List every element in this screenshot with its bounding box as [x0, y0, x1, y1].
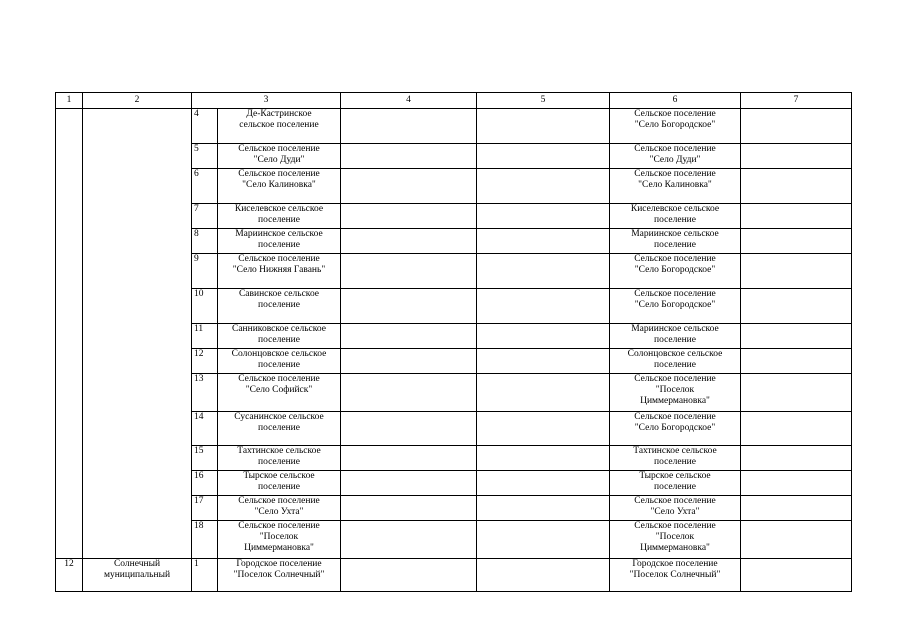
settlement-name-cell: Тахтинское сельское поселение	[218, 446, 341, 471]
group-number-cell	[56, 109, 83, 559]
col-5-cell	[477, 412, 610, 446]
municipal-table	[55, 92, 852, 592]
settlement-name-cell: Савинское сельское поселение	[218, 289, 341, 324]
col-7-cell	[741, 374, 852, 412]
col-7-cell	[741, 289, 852, 324]
settlement-name-cell: Сельское поселение "Село Дуди"	[218, 144, 341, 169]
col-6-cell: Сельское поселение "Поселок Циммермановка"	[610, 374, 741, 412]
col-5-cell	[477, 144, 610, 169]
settlement-number-cell: 5	[192, 144, 218, 169]
settlement-name-cell: Де-Кастринское сельское поселение	[218, 109, 341, 144]
settlement-name-cell: Сельское поселение "Поселок Циммермановка"	[218, 521, 341, 559]
group-name-cell	[83, 109, 192, 559]
settlement-name-cell: Городское поселение "Поселок Солнечный"	[218, 559, 341, 592]
settlement-name-cell: Киселевское сельское поселение	[218, 204, 341, 229]
settlement-number-cell: 13	[192, 374, 218, 412]
settlement-number-cell: 17	[192, 496, 218, 521]
col-4-cell	[341, 144, 477, 169]
settlement-number-cell: 9	[192, 254, 218, 289]
settlement-number-cell: 4	[192, 109, 218, 144]
settlement-name-cell: Санниковское сельское поселение	[218, 324, 341, 349]
col-6-cell: Городское поселение "Поселок Солнечный"	[610, 559, 741, 592]
col-5-cell	[477, 254, 610, 289]
settlement-number-cell: 7	[192, 204, 218, 229]
col-6-cell: Сельское поселение "Село Богородское"	[610, 109, 741, 144]
col-7-cell	[741, 446, 852, 471]
settlement-name-cell: Сельское поселение "Село Софийск"	[218, 374, 341, 412]
col-5-cell	[477, 109, 610, 144]
col-4-cell	[341, 471, 477, 496]
col-5-cell	[477, 324, 610, 349]
col-4-cell	[341, 109, 477, 144]
settlement-name-cell: Сельское поселение "Село Нижняя Гавань"	[218, 254, 341, 289]
col-6-cell: Тырское сельское поселение	[610, 471, 741, 496]
settlement-number-cell: 16	[192, 471, 218, 496]
settlement-number-cell: 15	[192, 446, 218, 471]
col-7-cell	[741, 559, 852, 592]
settlement-number-cell: 1	[192, 559, 218, 592]
col-6-cell: Сельское поселение "Село Богородское"	[610, 254, 741, 289]
settlement-name-cell: Сельское поселение "Село Калиновка"	[218, 169, 341, 204]
col-5-cell	[477, 374, 610, 412]
header-col-5: 5	[477, 93, 610, 109]
settlement-number-cell: 14	[192, 412, 218, 446]
col-5-cell	[477, 521, 610, 559]
col-6-cell: Сельское поселение "Село Дуди"	[610, 144, 741, 169]
col-6-cell: Мариинское сельское поселение	[610, 229, 741, 254]
col-6-cell: Киселевское сельское поселение	[610, 204, 741, 229]
col-5-cell	[477, 349, 610, 374]
col-4-cell	[341, 559, 477, 592]
settlement-name-cell: Мариинское сельское поселение	[218, 229, 341, 254]
col-7-cell	[741, 324, 852, 349]
col-7-cell	[741, 496, 852, 521]
col-7-cell	[741, 412, 852, 446]
col-6-cell: Сельское поселение "Село Ухта"	[610, 496, 741, 521]
settlement-name-cell: Тырское сельское поселение	[218, 471, 341, 496]
col-5-cell	[477, 559, 610, 592]
col-7-cell	[741, 521, 852, 559]
col-4-cell	[341, 169, 477, 204]
col-7-cell	[741, 204, 852, 229]
col-4-cell	[341, 446, 477, 471]
col-5-cell	[477, 289, 610, 324]
col-4-cell	[341, 254, 477, 289]
col-5-cell	[477, 471, 610, 496]
col-4-cell	[341, 496, 477, 521]
header-col-2: 2	[83, 93, 192, 109]
table-row	[56, 109, 852, 144]
group-number-cell: 12	[56, 559, 83, 592]
col-7-cell	[741, 254, 852, 289]
header-col-1: 1	[56, 93, 83, 109]
header-col-3: 3	[192, 93, 341, 109]
col-6-cell: Сельское поселение "Село Богородское"	[610, 412, 741, 446]
settlement-number-cell: 8	[192, 229, 218, 254]
col-7-cell	[741, 471, 852, 496]
settlement-number-cell: 12	[192, 349, 218, 374]
settlement-name-cell: Сельское поселение "Село Ухта"	[218, 496, 341, 521]
header-col-4: 4	[341, 93, 477, 109]
header-col-6: 6	[610, 93, 741, 109]
col-6-cell: Сельское поселение "Село Калиновка"	[610, 169, 741, 204]
col-4-cell	[341, 521, 477, 559]
col-4-cell	[341, 204, 477, 229]
col-6-cell: Мариинское сельское поселение	[610, 324, 741, 349]
settlement-name-cell: Сусанинское сельское поселение	[218, 412, 341, 446]
col-4-cell	[341, 289, 477, 324]
settlement-number-cell: 10	[192, 289, 218, 324]
col-4-cell	[341, 229, 477, 254]
col-7-cell	[741, 109, 852, 144]
settlement-number-cell: 11	[192, 324, 218, 349]
col-5-cell	[477, 229, 610, 254]
col-4-cell	[341, 324, 477, 349]
col-6-cell: Тахтинское сельское поселение	[610, 446, 741, 471]
col-5-cell	[477, 446, 610, 471]
col-4-cell	[341, 374, 477, 412]
col-4-cell	[341, 349, 477, 374]
col-6-cell: Сельское поселение "Село Богородское"	[610, 289, 741, 324]
col-7-cell	[741, 169, 852, 204]
col-5-cell	[477, 204, 610, 229]
col-7-cell	[741, 144, 852, 169]
header-row	[56, 93, 852, 109]
settlement-number-cell: 6	[192, 169, 218, 204]
table-row	[56, 559, 852, 592]
settlement-name-cell: Солонцовское сельское поселение	[218, 349, 341, 374]
col-7-cell	[741, 229, 852, 254]
col-6-cell: Солонцовское сельское поселение	[610, 349, 741, 374]
col-6-cell: Сельское поселение "Поселок Циммермановка"	[610, 521, 741, 559]
header-col-7: 7	[741, 93, 852, 109]
settlement-number-cell: 18	[192, 521, 218, 559]
col-4-cell	[341, 412, 477, 446]
group-name-cell: Солнечный муниципальный	[83, 559, 192, 592]
col-5-cell	[477, 496, 610, 521]
col-5-cell	[477, 169, 610, 204]
col-7-cell	[741, 349, 852, 374]
